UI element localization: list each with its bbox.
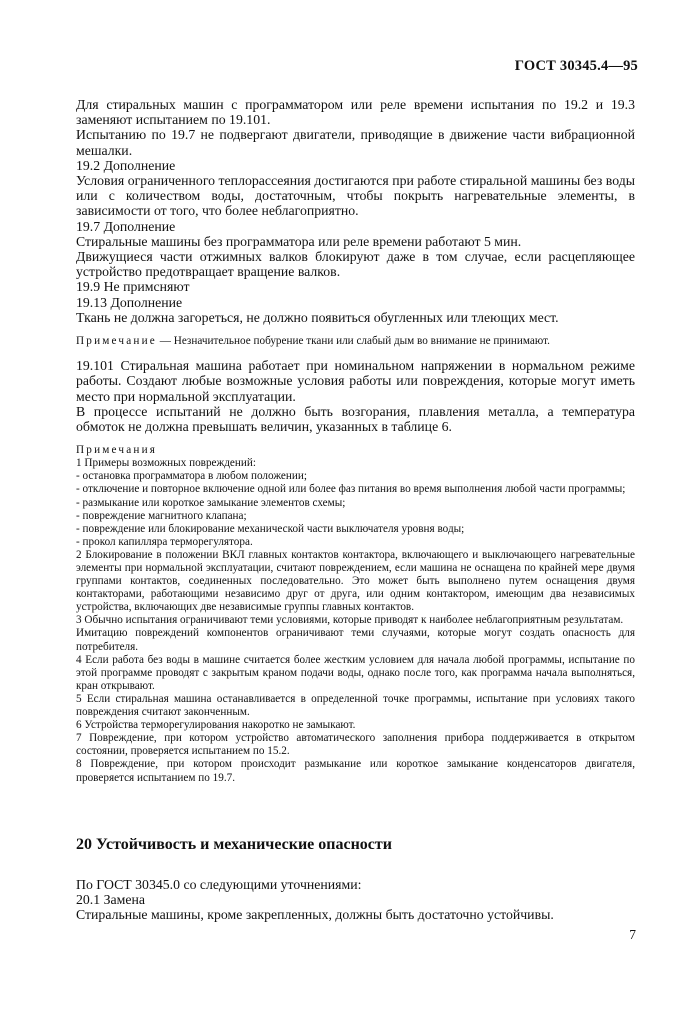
note-item: - остановка программатора в любом положении;: [76, 470, 307, 483]
note-item: Имитацию повреждений компонентов ограничивают теми случаями, которые могут создать опасность для потребителя.: [76, 627, 635, 653]
note-text: — Незначительное побурение ткани или слабый дым во внимание не принимают.: [156, 335, 550, 348]
subclause-heading: 19.2 Дополнение: [76, 157, 176, 173]
note-item: - отключение и повторное включение одной или более фаз питания во время выполнения любой части программы;: [76, 483, 626, 496]
subclause-heading: 20.1 Замена: [76, 892, 145, 908]
paragraph: Стиральные машины, кроме закрепленных, должны быть достаточно устойчивы.: [76, 907, 554, 923]
note-item: 1 Примеры возможных повреждений:: [76, 457, 256, 470]
subclause-heading: 19.7 Дополнение: [76, 218, 176, 234]
subclause-heading: 19.13 Дополнение: [76, 294, 183, 310]
note-item: - повреждение магнитного клапана;: [76, 509, 247, 522]
note: [76, 335, 635, 348]
note-label: Примечание: [76, 335, 157, 348]
paragraph: В процессе испытаний не должно быть возгорания, плавления металла, а температура обмоток не должна превышать величин, указанных в таблице 6.: [76, 403, 635, 434]
section-text: [76, 877, 635, 923]
notes-label: Примечания: [76, 444, 158, 457]
note-item: - размыкание или короткое замыкание элементов схемы;: [76, 496, 346, 509]
note-item: 6 Устройства терморегулирования накоротко не замыкают.: [76, 719, 356, 732]
paragraph: Движущиеся части отжимных валков блокируют даже в том случае, если расцепляющее устройство предотвращает вращение валков.: [76, 249, 635, 280]
paragraph: 19.101 Стиральная машина работает при номинальном напряжении в нормальном режиме работы. Создают любые возможные условия работы или повреждения, которые могут иметь место при нормальной эксплуатации.: [76, 358, 635, 404]
paragraph: Условия ограниченного теплорассеяния достигаются при работе стиральной машины без воды или с количеством воды, достаточным, чтобы покрыть нагревательные элементы, в зависимости от того, что более неблагоприятно.: [76, 173, 635, 219]
paragraph: Стиральные машины без программатора или реле времени работают 5 мин.: [76, 233, 522, 249]
note-item: 3 Обычно испытания ограничивают теми условиями, которые приводят к наиболее неблагоприятным результатам.: [76, 614, 624, 627]
page-number: 7: [629, 927, 636, 942]
note-item: 4 Если работа без воды в машине считается более жестким условием для начала любой программы, испытание по этой программе проводят с закрытым краном подачи воды, однако после того, как программа начала выполняться, кран открывают.: [76, 653, 635, 692]
section-heading: 20 Устойчивость и механические опасности: [76, 836, 392, 853]
subclause-heading: 19.9 Не примсняют: [76, 279, 190, 295]
note-item: - прокол капилляра терморегулятора.: [76, 535, 253, 548]
note-item: 5 Если стиральная машина останавливается в определенной точке программы, испытание при условиях такого повреждения считают законченным.: [76, 692, 635, 719]
main-text: [76, 97, 635, 785]
note-item: 2 Блокирование в положении ВКЛ главных контактов контактора, включающего и выключающего нагревательные элементы при нормальной эксплуатации, считают повреждением, если машина не оснащена по крайней мере двумя группами контактов, соединенных последовательно. Это может быть выполнено путем оснащения двумя контакторами, работающими независимо друг от друга, или одним контактором, имеющим два независимых устройства, включающих две независимые группы главных контактов.: [76, 548, 635, 614]
paragraph: Испытанию по 19.7 не подвергают двигатели, приводящие в движение части вибрационной мешалки.: [76, 127, 635, 158]
paragraph: По ГОСТ 30345.0 со следующими уточнениями:: [76, 877, 362, 892]
paragraph: Ткань не должна загореться, не должно появиться обугленных или тлеющих мест.: [76, 309, 559, 325]
document-header: ГОСТ 30345.4—95: [514, 58, 638, 74]
note-item: 8 Повреждение, при котором происходит размыкание или короткое замыкание конденсаторов двигателя, проверяется испытанием по 19.7.: [76, 758, 635, 784]
paragraph: Для стиральных машин с программатором или реле времени испытания по 19.2 и 19.3 заменяют испытанием по 19.101.: [76, 97, 635, 128]
note-item: 7 Повреждение, при котором устройство автоматического заполнения прибора поддерживается в открытом состоянии, проверяется испытанием по 15.2.: [76, 732, 635, 758]
note-item: - повреждение или блокирование механической части выключателя уровня воды;: [76, 522, 465, 535]
